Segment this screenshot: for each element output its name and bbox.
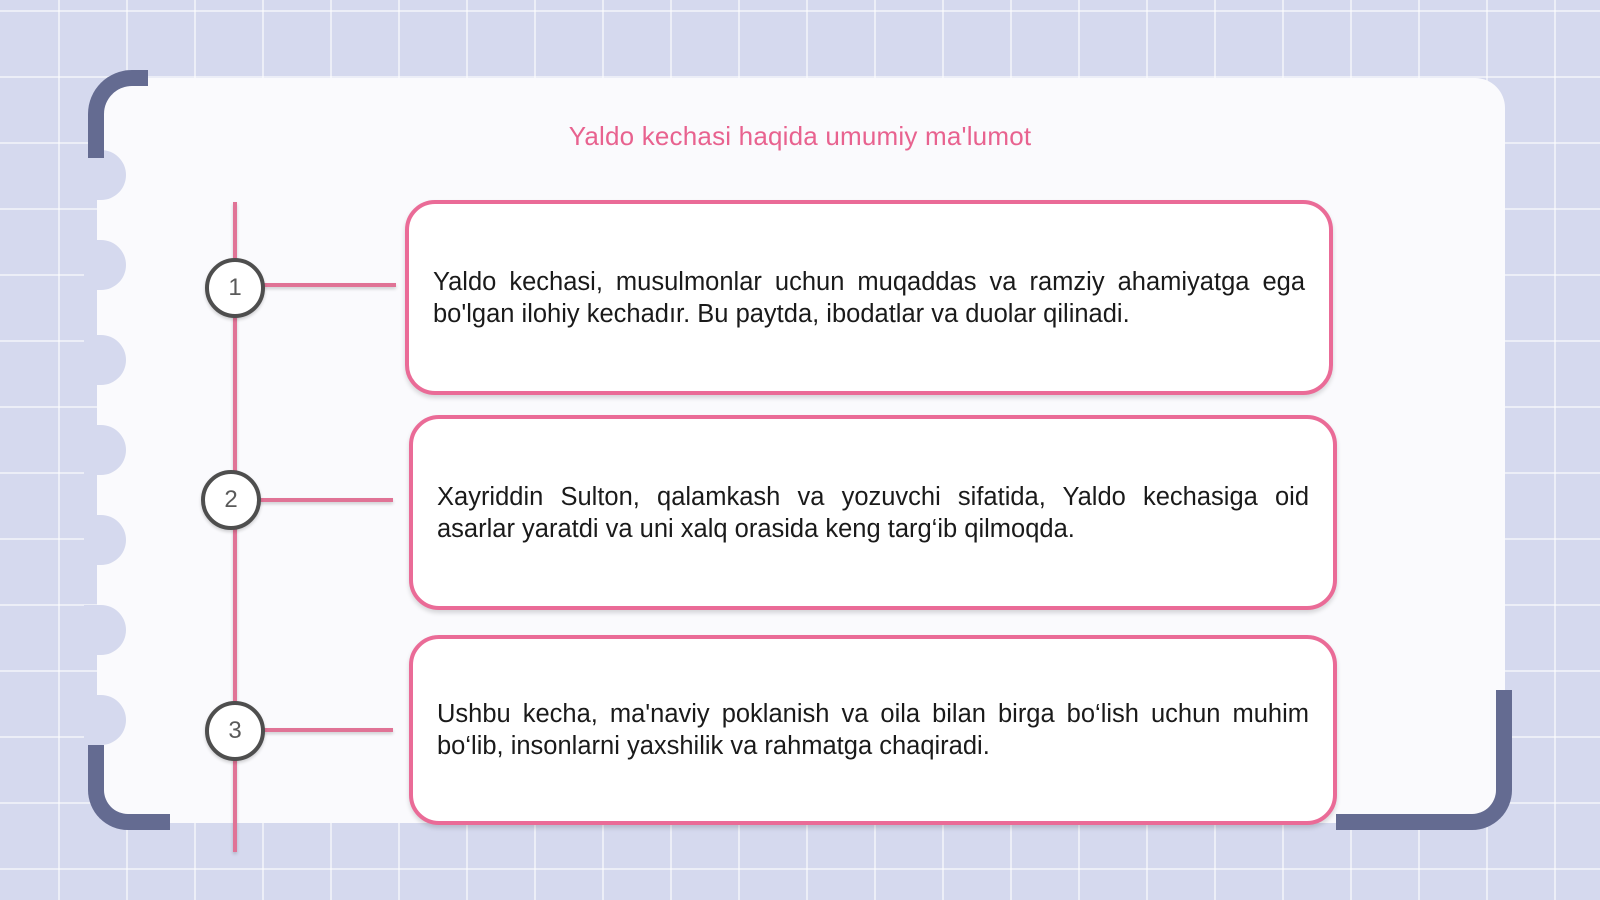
timeline-connector-3	[262, 728, 393, 732]
timeline-marker-3: 3	[205, 701, 265, 761]
timeline-card-3	[409, 635, 1337, 825]
timeline-marker-2: 2	[201, 470, 261, 530]
frame-corner-bottom-left	[88, 745, 170, 830]
frame-corner-bottom-right	[1336, 690, 1512, 830]
timeline-connector-2	[259, 498, 393, 502]
page-title: Yaldo kechasi haqida umumiy ma'lumot	[568, 121, 1032, 151]
timeline-card-1	[405, 200, 1333, 395]
timeline-card-text-1: Yaldo kechasi, musulmonlar uchun muqaddas va ramziy ahamiyatga ega bo'lgan ilohiy kechadır. Bu paytda, ibodatlar va duolar qilinadi.	[433, 267, 1305, 328]
timeline-card-text-2: Xayriddin Sulton, qalamkash va yozuvchi sifatida, Yaldo kechasiga oid asarlar yaratdi va uni xalq orasida keng targ‘ib qilmoqda.	[437, 482, 1309, 543]
timeline-card-2	[409, 415, 1337, 610]
timeline-connector-1	[262, 283, 396, 287]
timeline-marker-1: 1	[205, 258, 265, 318]
timeline-card-text-3: Ushbu kecha, ma'naviy poklanish va oila bilan birga bo‘lish uchun muhim bo‘lib, insonlarni yaxshilik va rahmatga chaqiradi.	[437, 700, 1309, 760]
